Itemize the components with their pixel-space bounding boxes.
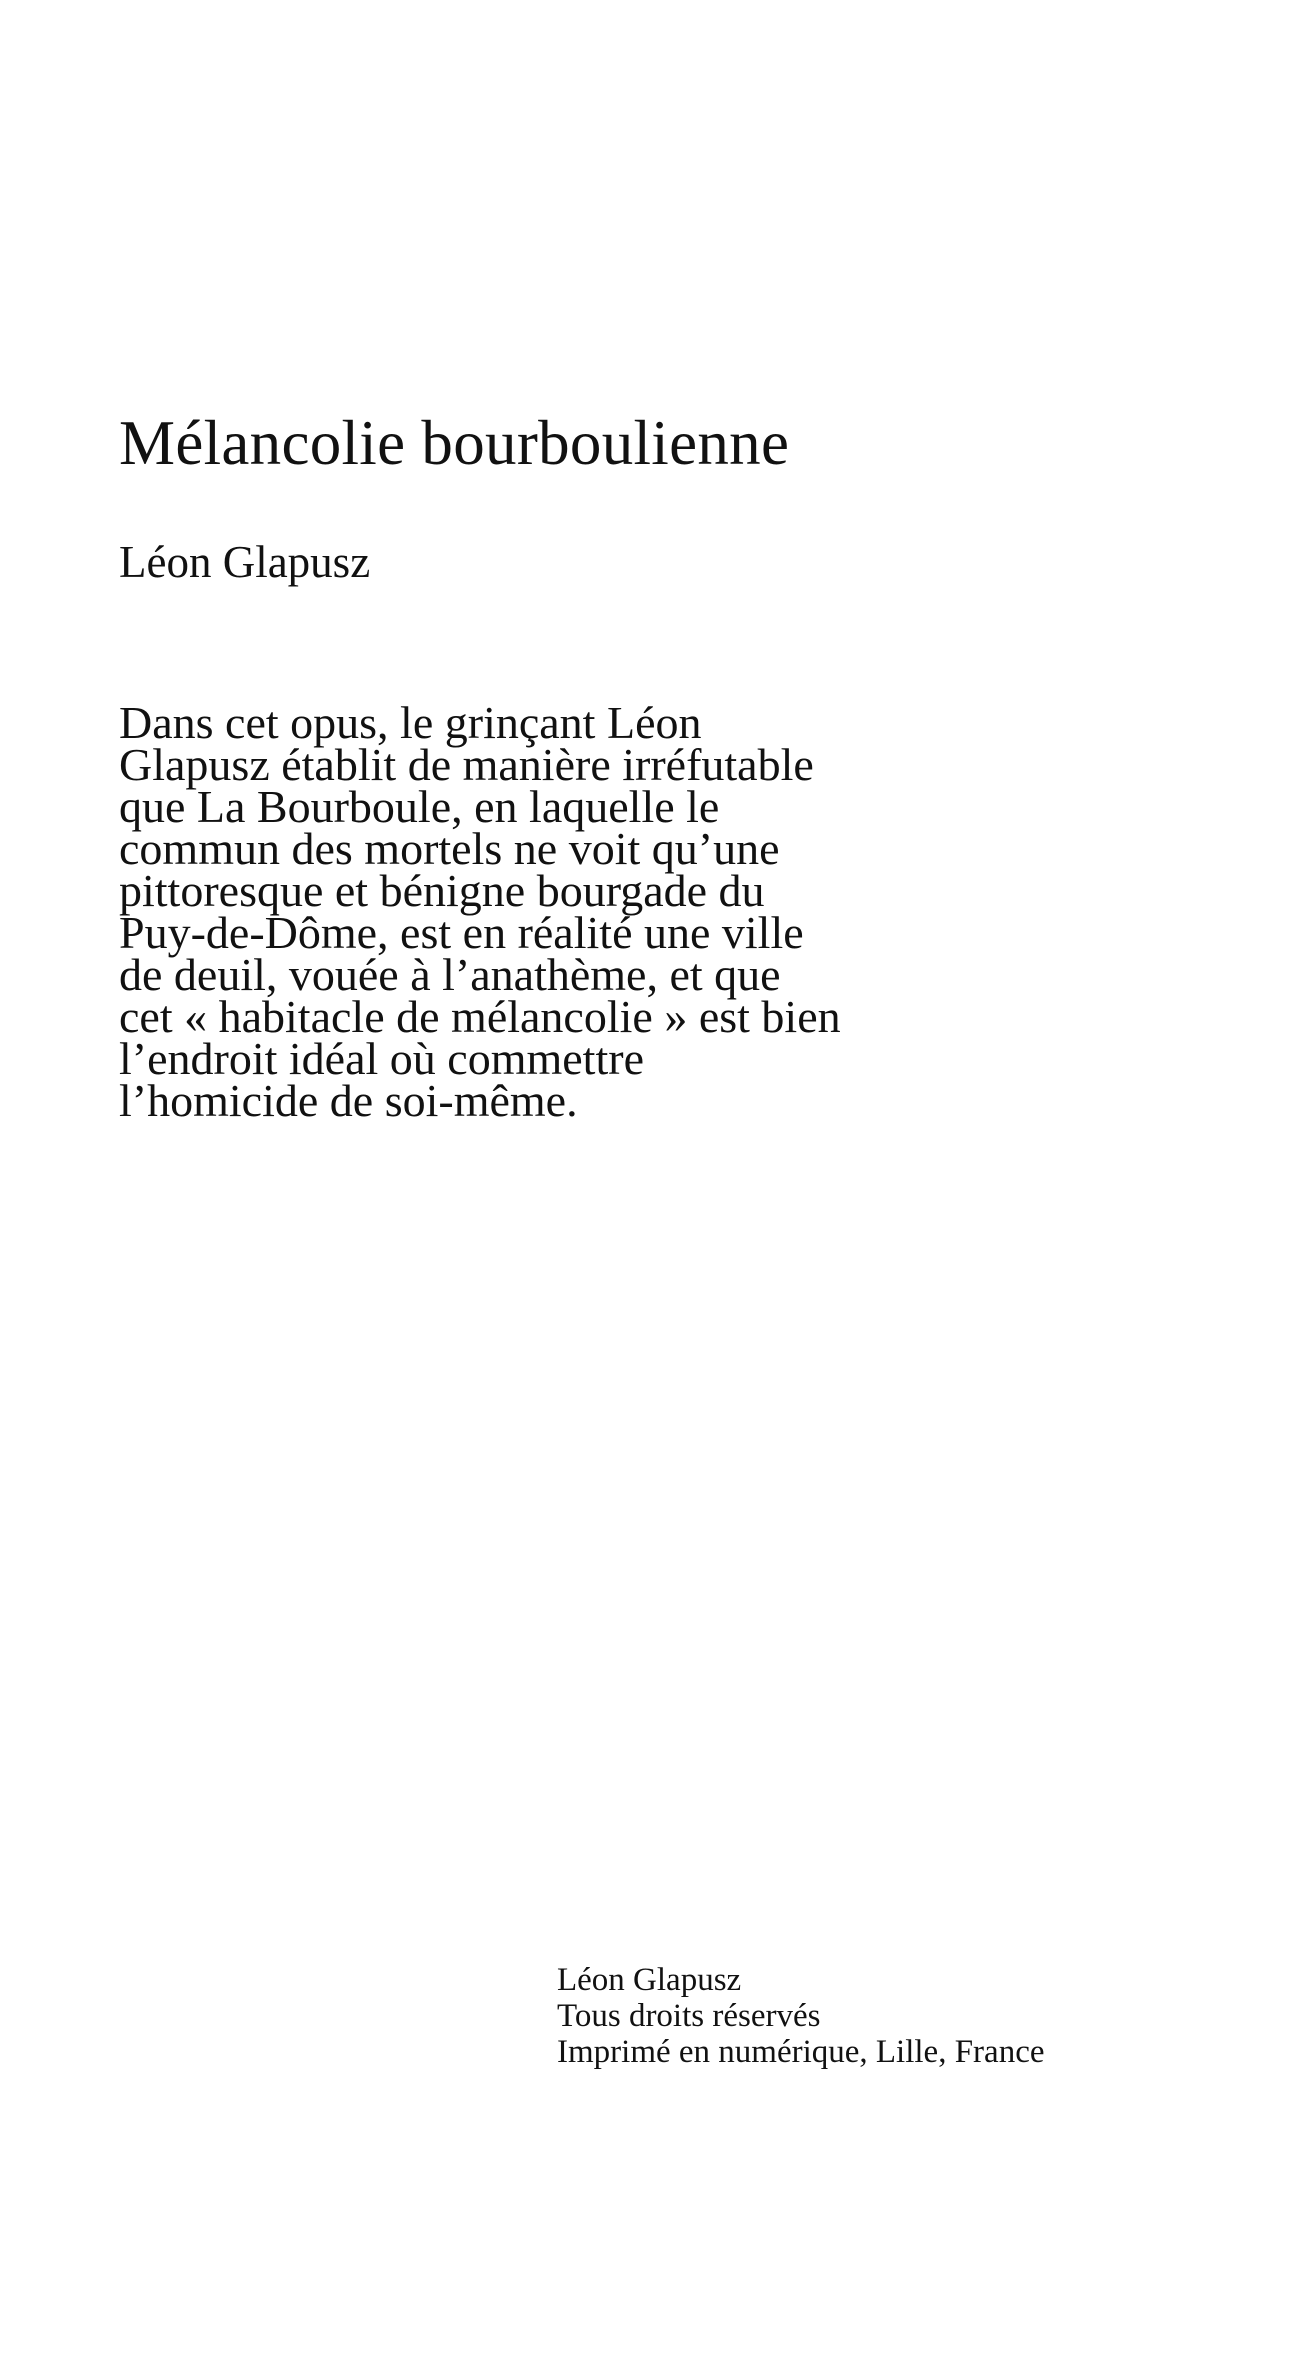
colophon — [557, 1962, 1045, 2070]
book-author: Léon Glapusz — [119, 537, 371, 587]
colophon-rights: Tous droits réservés — [557, 1998, 821, 2034]
book-blurb: Dans cet opus, le grinçant Léon Glapusz établit de manière irréfutable que La Bourboule, en laquelle le commun des mortels ne voit qu’une pittoresque et bénigne bourgade du Puy-de-Dôme, est en réalité une ville de deuil, vouée à l’anathème, et que cet « habitacle de mélancolie » est bien l’endroit idéal où commettre l’homicide de soi-même. — [119, 697, 841, 1126]
book-title: Mélancolie bourboulienne — [119, 408, 790, 478]
colophon-author: Léon Glapusz — [557, 1962, 742, 1998]
colophon-printing: Imprimé en numérique, Lille, France — [557, 2034, 1045, 2070]
